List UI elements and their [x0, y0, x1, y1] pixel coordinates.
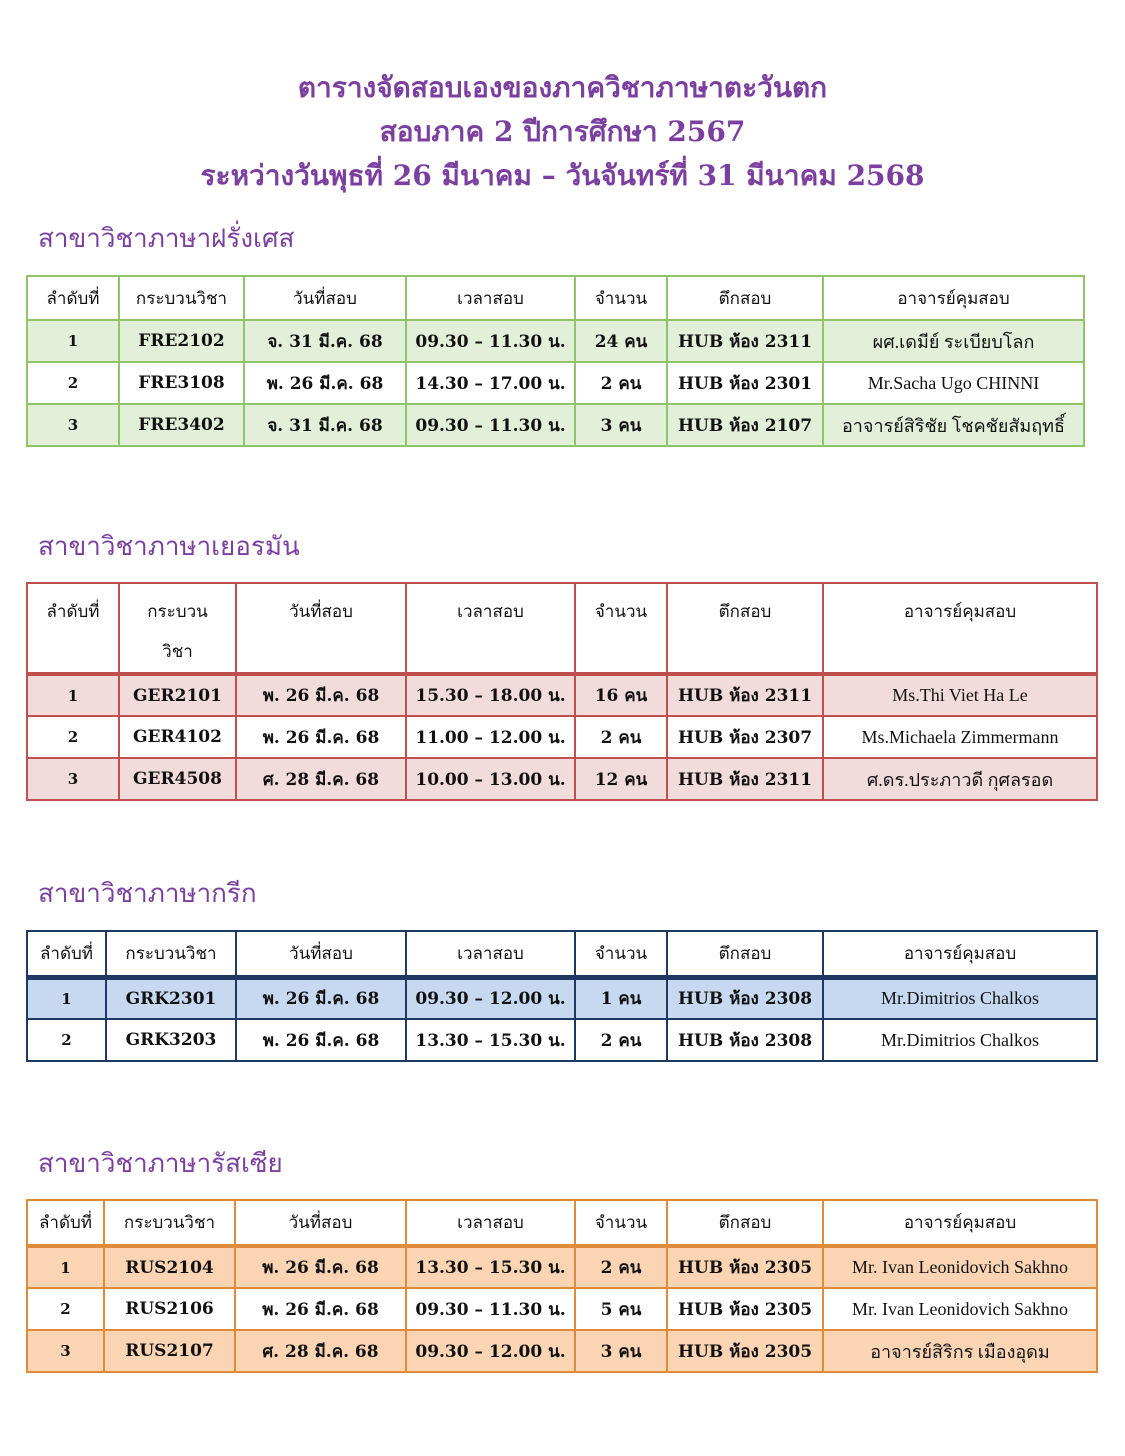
col-header-time: เวลาสอบ [406, 276, 575, 320]
cell-date: จ. 31 มี.ค. 68 [244, 320, 406, 362]
table-row [27, 716, 1097, 758]
cell-count: 3 คน [575, 1330, 667, 1372]
col-header-time: เวลาสอบ [406, 583, 575, 674]
table-row [27, 362, 1084, 404]
col-header-proctor: อาจารย์คุมสอบ [823, 276, 1084, 320]
table-row [27, 758, 1097, 800]
cell-time: 10.00 – 13.00 น. [406, 758, 575, 800]
cell-time: 14.30 – 17.00 น. [406, 362, 575, 404]
col-header-course: กระบวนวิชา [104, 1200, 235, 1246]
cell-building: HUB ห้อง 2305 [667, 1246, 823, 1288]
col-header-no: ลำดับที่ [27, 276, 119, 320]
col-header-course-line2: วิชา [162, 642, 193, 662]
cell-course: GER4508 [119, 758, 236, 800]
cell-course: FRE3108 [119, 362, 244, 404]
cell-course: RUS2104 [104, 1246, 235, 1288]
cell-proctor: Mr.Sacha Ugo CHINNI [823, 362, 1084, 404]
cell-time: 09.30 – 12.00 น. [406, 1330, 575, 1372]
table-row [27, 1288, 1097, 1330]
cell-count: 24 คน [575, 320, 667, 362]
cell-no: 3 [27, 1330, 104, 1372]
col-header-date: วันที่สอบ [235, 1200, 406, 1246]
cell-count: 12 คน [575, 758, 667, 800]
exam-table-german [26, 582, 1098, 801]
cell-date: ศ. 28 มี.ค. 68 [236, 758, 406, 800]
cell-no: 1 [27, 674, 119, 716]
cell-proctor: อาจารย์สิริชัย โชคชัยสัมฤทธิ์ [823, 404, 1084, 446]
table-row [27, 404, 1084, 446]
table-row [27, 1019, 1097, 1061]
table-row [27, 1246, 1097, 1288]
cell-count: 2 คน [575, 362, 667, 404]
cell-proctor: Ms.Michaela Zimmermann [823, 716, 1097, 758]
cell-course: FRE3402 [119, 404, 244, 446]
col-header-time: เวลาสอบ [406, 1200, 575, 1246]
table-header-row [27, 1200, 1097, 1246]
cell-no: 2 [27, 362, 119, 404]
cell-no: 3 [27, 404, 119, 446]
col-header-date: วันที่สอบ [236, 583, 406, 674]
cell-course: GRK2301 [106, 977, 236, 1019]
table-header-row [27, 583, 1097, 674]
col-header-date: วันที่สอบ [236, 931, 406, 977]
cell-building: HUB ห้อง 2308 [667, 977, 823, 1019]
cell-building: HUB ห้อง 2305 [667, 1288, 823, 1330]
cell-building: HUB ห้อง 2107 [667, 404, 823, 446]
cell-count: 2 คน [575, 716, 667, 758]
table-row [27, 320, 1084, 362]
col-header-course: กระบวนวิชา [106, 931, 236, 977]
cell-no: 2 [27, 716, 119, 758]
cell-building: HUB ห้อง 2305 [667, 1330, 823, 1372]
cell-count: 5 คน [575, 1288, 667, 1330]
cell-no: 1 [27, 320, 119, 362]
table-row [27, 977, 1097, 1019]
cell-no: 2 [27, 1288, 104, 1330]
cell-date: พ. 26 มี.ค. 68 [235, 1288, 406, 1330]
cell-date: พ. 26 มี.ค. 68 [236, 977, 406, 1019]
exam-table-greek [26, 930, 1098, 1062]
table-row [27, 674, 1097, 716]
cell-proctor: ผศ.เดมีย์ ระเบียบโลก [823, 320, 1084, 362]
col-header-time: เวลาสอบ [406, 931, 575, 977]
cell-proctor: อาจารย์สิริกร เมืองอุดม [823, 1330, 1097, 1372]
cell-count: 2 คน [575, 1019, 667, 1061]
cell-building: HUB ห้อง 2311 [667, 674, 823, 716]
cell-course: GER2101 [119, 674, 236, 716]
col-header-building: ตึกสอบ [667, 931, 823, 977]
cell-count: 2 คน [575, 1246, 667, 1288]
table-header-row [27, 931, 1097, 977]
col-header-date: วันที่สอบ [244, 276, 406, 320]
cell-course: FRE2102 [119, 320, 244, 362]
cell-proctor: ศ.ดร.ประภาวดี กุศลรอด [823, 758, 1097, 800]
section-title-russian: สาขาวิชาภาษารัสเซีย [38, 1149, 283, 1179]
col-header-no: ลำดับที่ [27, 931, 106, 977]
col-header-proctor: อาจารย์คุมสอบ [823, 931, 1097, 977]
col-header-proctor: อาจารย์คุมสอบ [823, 583, 1097, 674]
cell-date: พ. 26 มี.ค. 68 [236, 1019, 406, 1061]
col-header-no: ลำดับที่ [27, 583, 119, 674]
page-title-line2: สอบภาค 2 ปีการศึกษา 2567 [379, 115, 746, 148]
cell-proctor: Mr. Ivan Leonidovich Sakhno [823, 1288, 1097, 1330]
cell-date: ศ. 28 มี.ค. 68 [235, 1330, 406, 1372]
cell-building: HUB ห้อง 2308 [667, 1019, 823, 1061]
col-header-count: จำนวน [575, 931, 667, 977]
cell-time: 09.30 – 11.30 น. [406, 320, 575, 362]
cell-time: 13.30 – 15.30 น. [406, 1019, 575, 1061]
cell-time: 09.30 – 12.00 น. [406, 977, 575, 1019]
cell-proctor: Mr.Dimitrios Chalkos [823, 977, 1097, 1019]
cell-building: HUB ห้อง 2301 [667, 362, 823, 404]
cell-building: HUB ห้อง 2311 [667, 320, 823, 362]
cell-time: 13.30 – 15.30 น. [406, 1246, 575, 1288]
exam-table-french [26, 275, 1085, 447]
cell-count: 3 คน [575, 404, 667, 446]
cell-proctor: Mr.Dimitrios Chalkos [823, 1019, 1097, 1061]
cell-date: พ. 26 มี.ค. 68 [235, 1246, 406, 1288]
col-header-count: จำนวน [575, 1200, 667, 1246]
cell-course: GER4102 [119, 716, 236, 758]
section-title-greek: สาขาวิชาภาษากรีก [38, 879, 257, 909]
cell-course: RUS2106 [104, 1288, 235, 1330]
cell-time: 15.30 – 18.00 น. [406, 674, 575, 716]
page-title-line1: ตารางจัดสอบเองของภาควิชาภาษาตะวันตก [297, 71, 828, 104]
cell-building: HUB ห้อง 2311 [667, 758, 823, 800]
cell-date: พ. 26 มี.ค. 68 [236, 716, 406, 758]
cell-time: 09.30 – 11.30 น. [406, 1288, 575, 1330]
table-row [27, 1330, 1097, 1372]
col-header-course-line1: กระบวน [147, 602, 208, 622]
col-header-no: ลำดับที่ [27, 1200, 104, 1246]
exam-table-russian [26, 1199, 1098, 1373]
cell-building: HUB ห้อง 2307 [667, 716, 823, 758]
section-title-french: สาขาวิชาภาษาฝรั่งเศส [38, 224, 295, 254]
cell-no: 2 [27, 1019, 106, 1061]
col-header-course: กระบวนวิชา [119, 276, 244, 320]
cell-no: 1 [27, 977, 106, 1019]
cell-course: RUS2107 [104, 1330, 235, 1372]
cell-count: 1 คน [575, 977, 667, 1019]
cell-no: 3 [27, 758, 119, 800]
cell-course: GRK3203 [106, 1019, 236, 1061]
page-title-line3: ระหว่างวันพุธที่ 26 มีนาคม – วันจันทร์ที่ 31 มีนาคม 2568 [200, 159, 925, 192]
cell-proctor: Ms.Thi Viet Ha Le [823, 674, 1097, 716]
cell-time: 09.30 – 11.30 น. [406, 404, 575, 446]
cell-time: 11.00 – 12.00 น. [406, 716, 575, 758]
cell-no: 1 [27, 1246, 104, 1288]
table-header-row [27, 276, 1084, 320]
col-header-building: ตึกสอบ [667, 1200, 823, 1246]
section-title-german: สาขาวิชาภาษาเยอรมัน [38, 532, 300, 562]
col-header-course [119, 583, 236, 674]
col-header-building: ตึกสอบ [667, 583, 823, 674]
cell-date: จ. 31 มี.ค. 68 [244, 404, 406, 446]
col-header-count: จำนวน [575, 276, 667, 320]
cell-date: พ. 26 มี.ค. 68 [236, 674, 406, 716]
col-header-count: จำนวน [575, 583, 667, 674]
col-header-building: ตึกสอบ [667, 276, 823, 320]
cell-date: พ. 26 มี.ค. 68 [244, 362, 406, 404]
col-header-proctor: อาจารย์คุมสอบ [823, 1200, 1097, 1246]
cell-proctor: Mr. Ivan Leonidovich Sakhno [823, 1246, 1097, 1288]
cell-count: 16 คน [575, 674, 667, 716]
